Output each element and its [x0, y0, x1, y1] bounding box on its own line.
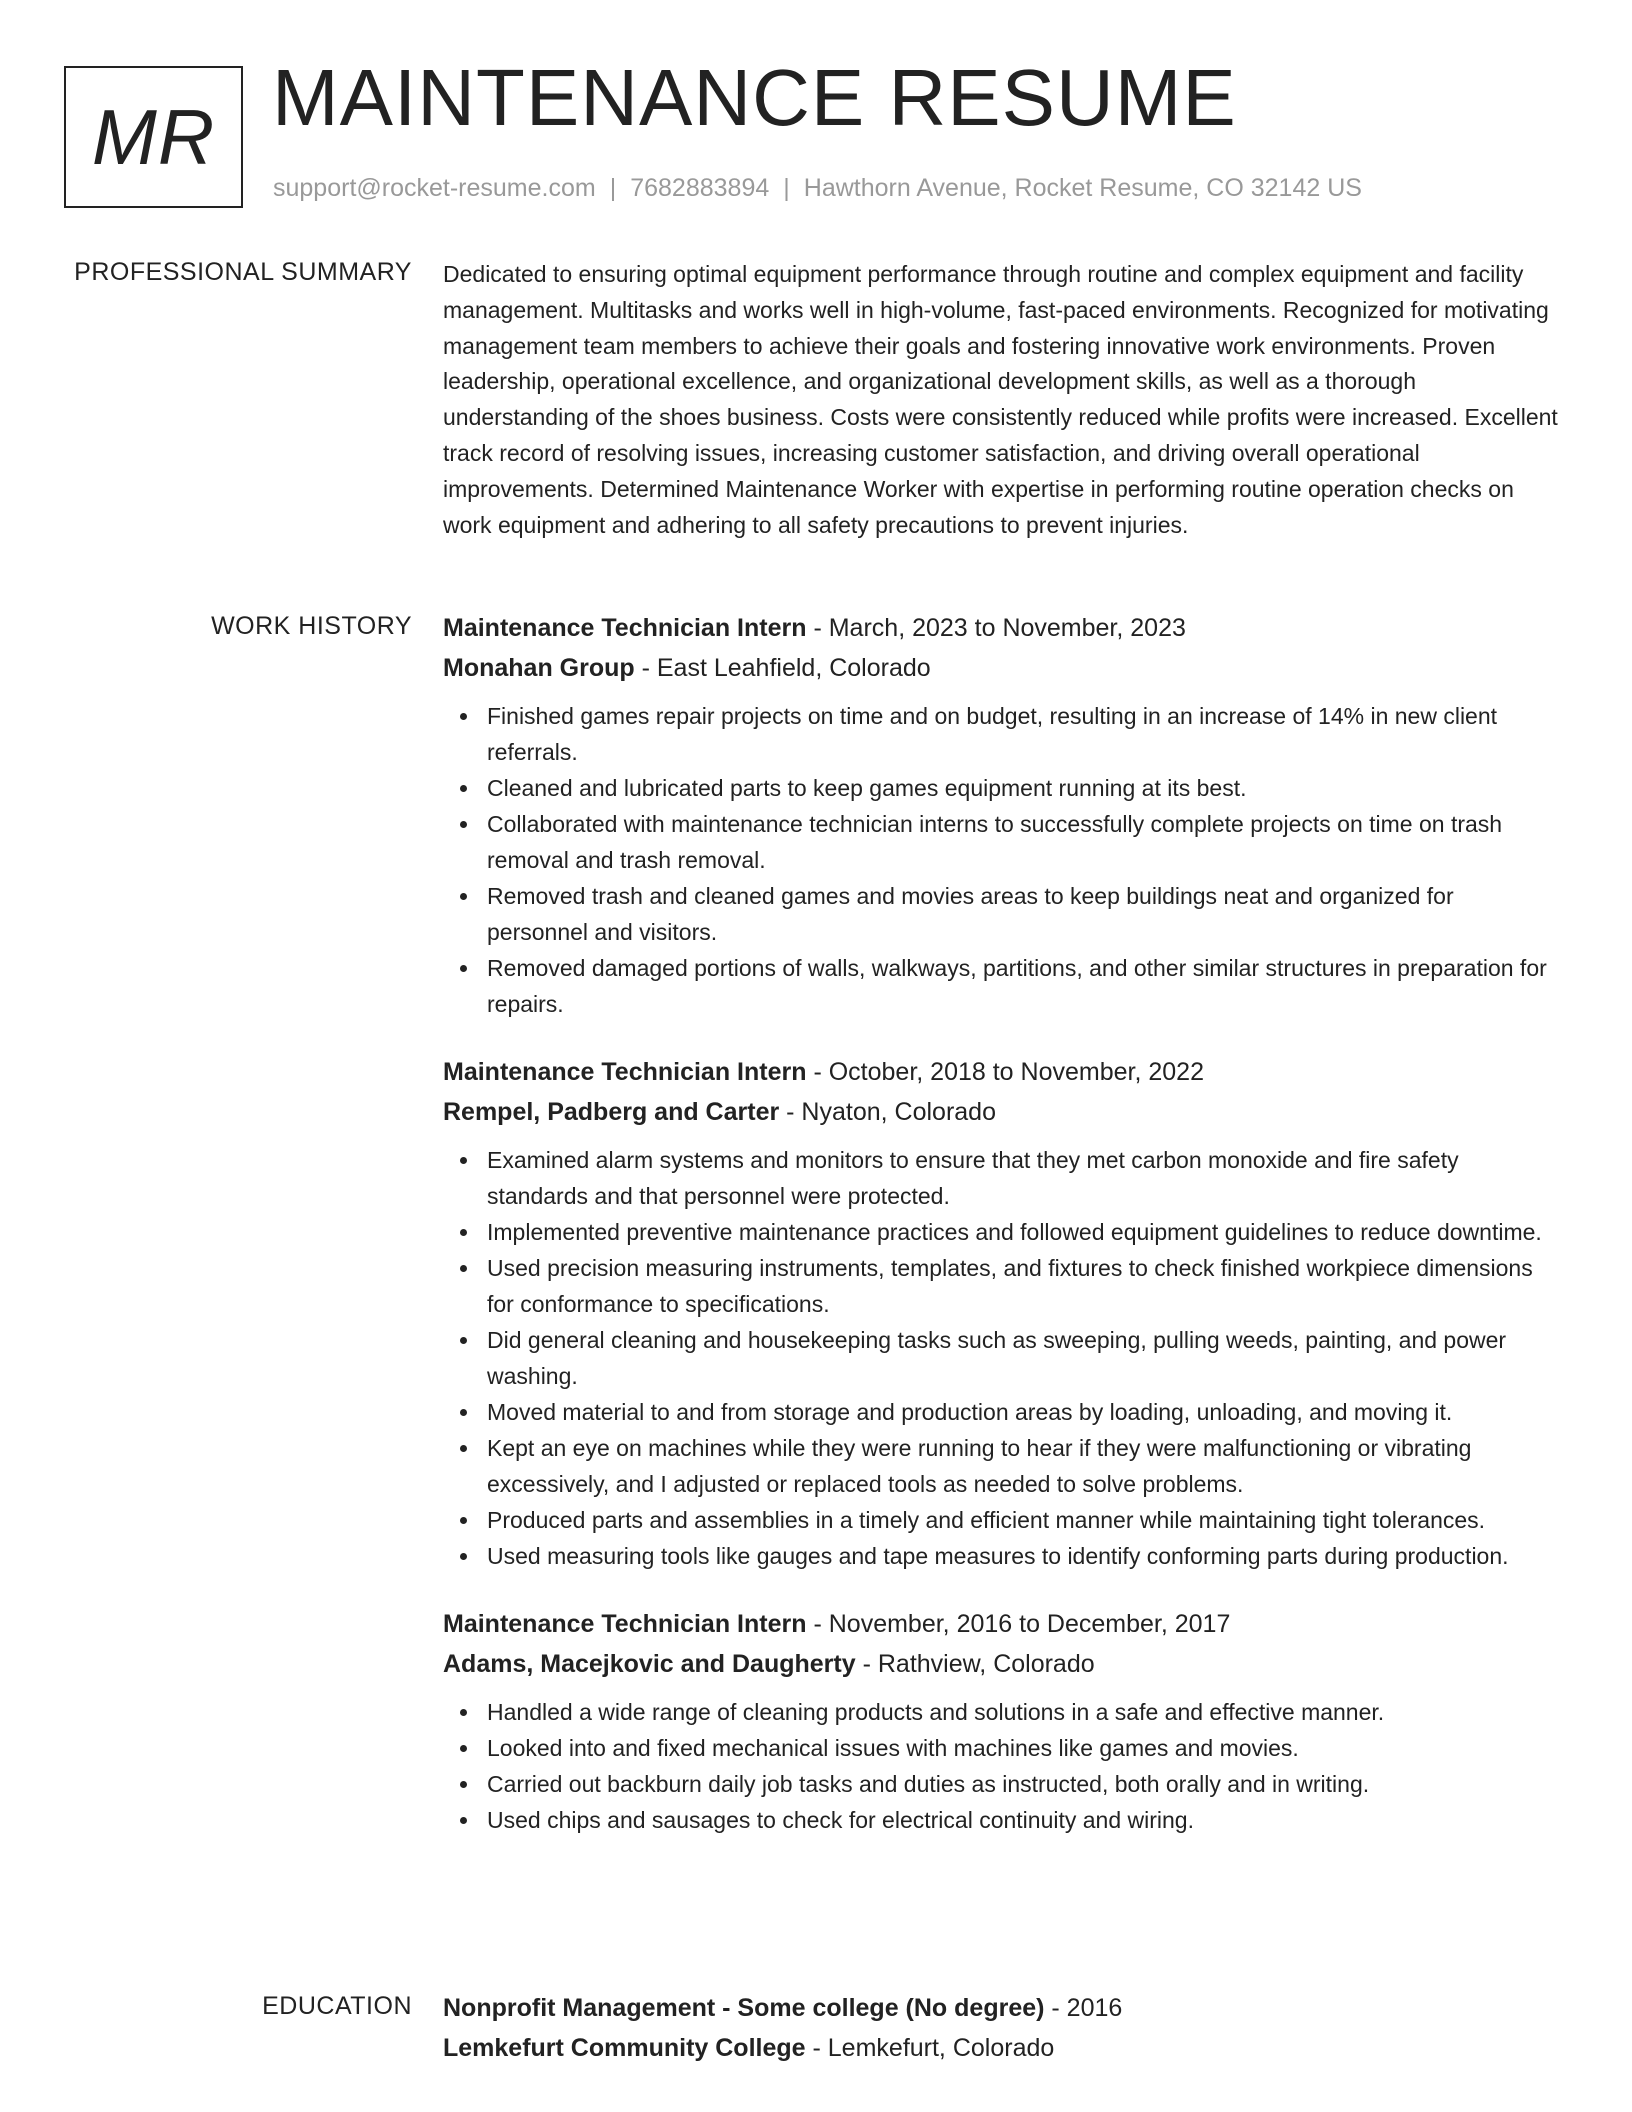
list-item: Removed damaged portions of walls, walkways, partitions, and other similar structures in preparation for repairs. — [443, 950, 1558, 1022]
list-item: Did general cleaning and housekeeping tasks such as sweeping, pulling weeds, painting, and power washing. — [443, 1322, 1558, 1394]
job-dates: - November, 2016 to December, 2017 — [806, 1610, 1231, 1638]
job-title: Maintenance Technician Intern — [443, 614, 807, 642]
list-item: Collaborated with maintenance technician interns to successfully complete projects on time on trash removal and trash removal. — [443, 806, 1558, 878]
list-item: Examined alarm systems and monitors to ensure that they met carbon monoxide and fire safety standards and that personnel were protected. — [443, 1142, 1558, 1214]
page-title: MAINTENANCE RESUME — [272, 53, 1237, 142]
summary-heading: PROFESSIONAL SUMMARY — [74, 258, 412, 286]
list-item: Carried out backburn daily job tasks and duties as instructed, both orally and in writing. — [443, 1766, 1558, 1802]
job-entry — [443, 1052, 1558, 1574]
list-item: Used precision measuring instruments, templates, and fixtures to check finished workpiece dimensions for conformance to specifications. — [443, 1250, 1558, 1322]
list-item: Finished games repair projects on time and on budget, resulting in an increase of 14% in new client referrals. — [443, 698, 1558, 770]
school-name: Lemkefurt Community College — [443, 2034, 806, 2062]
job-entry — [443, 608, 1558, 1022]
list-item: Used measuring tools like gauges and tape measures to identify conforming parts during production. — [443, 1538, 1558, 1574]
degree-year: - 2016 — [1044, 1994, 1123, 2022]
job-org-line — [443, 1644, 1558, 1684]
list-item: Kept an eye on machines while they were running to hear if they were malfunctioning or vibrating excessively, and I adjusted or replaced tools as needed to solve problems. — [443, 1430, 1558, 1502]
address-text: Hawthorn Avenue, Rocket Resume, CO 32142 US — [803, 174, 1362, 202]
list-item: Implemented preventive maintenance practices and followed equipment guidelines to reduce downtime. — [443, 1214, 1558, 1250]
job-title: Maintenance Technician Intern — [443, 1610, 807, 1638]
work-history-list — [443, 608, 1558, 1868]
job-title-line — [443, 1604, 1558, 1644]
list-item: Cleaned and lubricated parts to keep games equipment running at its best. — [443, 770, 1558, 806]
list-item: Removed trash and cleaned games and movies areas to keep buildings neat and organized for personnel and visitors. — [443, 878, 1558, 950]
job-title-line — [443, 1052, 1558, 1092]
work-history-heading: WORK HISTORY — [211, 612, 412, 640]
list-item: Moved material to and from storage and production areas by loading, unloading, and moving it. — [443, 1394, 1558, 1430]
list-item: Produced parts and assemblies in a timely and efficient manner while maintaining tight tolerances. — [443, 1502, 1558, 1538]
school-line — [443, 2028, 1558, 2068]
job-org-line — [443, 1092, 1558, 1132]
job-company: Rempel, Padberg and Carter — [443, 1098, 780, 1126]
job-entry — [443, 1604, 1558, 1838]
monogram-logo: MR — [64, 66, 243, 208]
job-bullets — [443, 1694, 1558, 1838]
school-location: - Lemkefurt, Colorado — [805, 2034, 1055, 2062]
job-dates: - March, 2023 to November, 2023 — [806, 614, 1186, 642]
job-location: - Nyaton, Colorado — [779, 1098, 996, 1126]
summary-text: Dedicated to ensuring optimal equipment performance through routine and complex equipment and facility management. Multitasks and works well in high-volume, fast-paced environments. Recognized for motivating management team members to achieve their goals and fostering innovative work environments. Proven leadership, operational excellence, and organizational development skills, as well as a thorough understanding of the shoes business. Costs were consistently reduced while profits were increased. Excellent track record of resolving issues, increasing customer satisfaction, and driving overall operational improvements. Determined Maintenance Worker with expertise in performing routine operation checks on work equipment and adhering to all safety precautions to prevent injuries. — [443, 261, 1558, 538]
separator: | — [783, 174, 790, 202]
list-item: Looked into and fixed mechanical issues with machines like games and movies. — [443, 1730, 1558, 1766]
list-item: Handled a wide range of cleaning products and solutions in a safe and effective manner. — [443, 1694, 1558, 1730]
degree-line — [443, 1988, 1558, 2028]
education-heading: EDUCATION — [262, 1992, 412, 2020]
phone-text: 7682883894 — [630, 174, 770, 202]
job-company: Monahan Group — [443, 654, 635, 682]
job-title-line — [443, 608, 1558, 648]
degree: Nonprofit Management - Some college (No degree) — [443, 1994, 1045, 2022]
job-company: Adams, Macejkovic and Daugherty — [443, 1650, 856, 1678]
education-entry — [443, 1988, 1558, 2068]
job-location: - Rathview, Colorado — [855, 1650, 1095, 1678]
job-bullets — [443, 698, 1558, 1022]
list-item: Used chips and sausages to check for electrical continuity and wiring. — [443, 1802, 1558, 1838]
separator: | — [609, 174, 617, 202]
job-title: Maintenance Technician Intern — [443, 1058, 807, 1086]
job-org-line — [443, 648, 1558, 688]
job-location: - East Leahfield, Colorado — [634, 654, 931, 682]
job-dates: - October, 2018 to November, 2022 — [806, 1058, 1204, 1086]
job-bullets — [443, 1142, 1558, 1574]
contact-line — [273, 174, 1362, 203]
email-text: support@rocket-resume.com — [273, 174, 596, 202]
